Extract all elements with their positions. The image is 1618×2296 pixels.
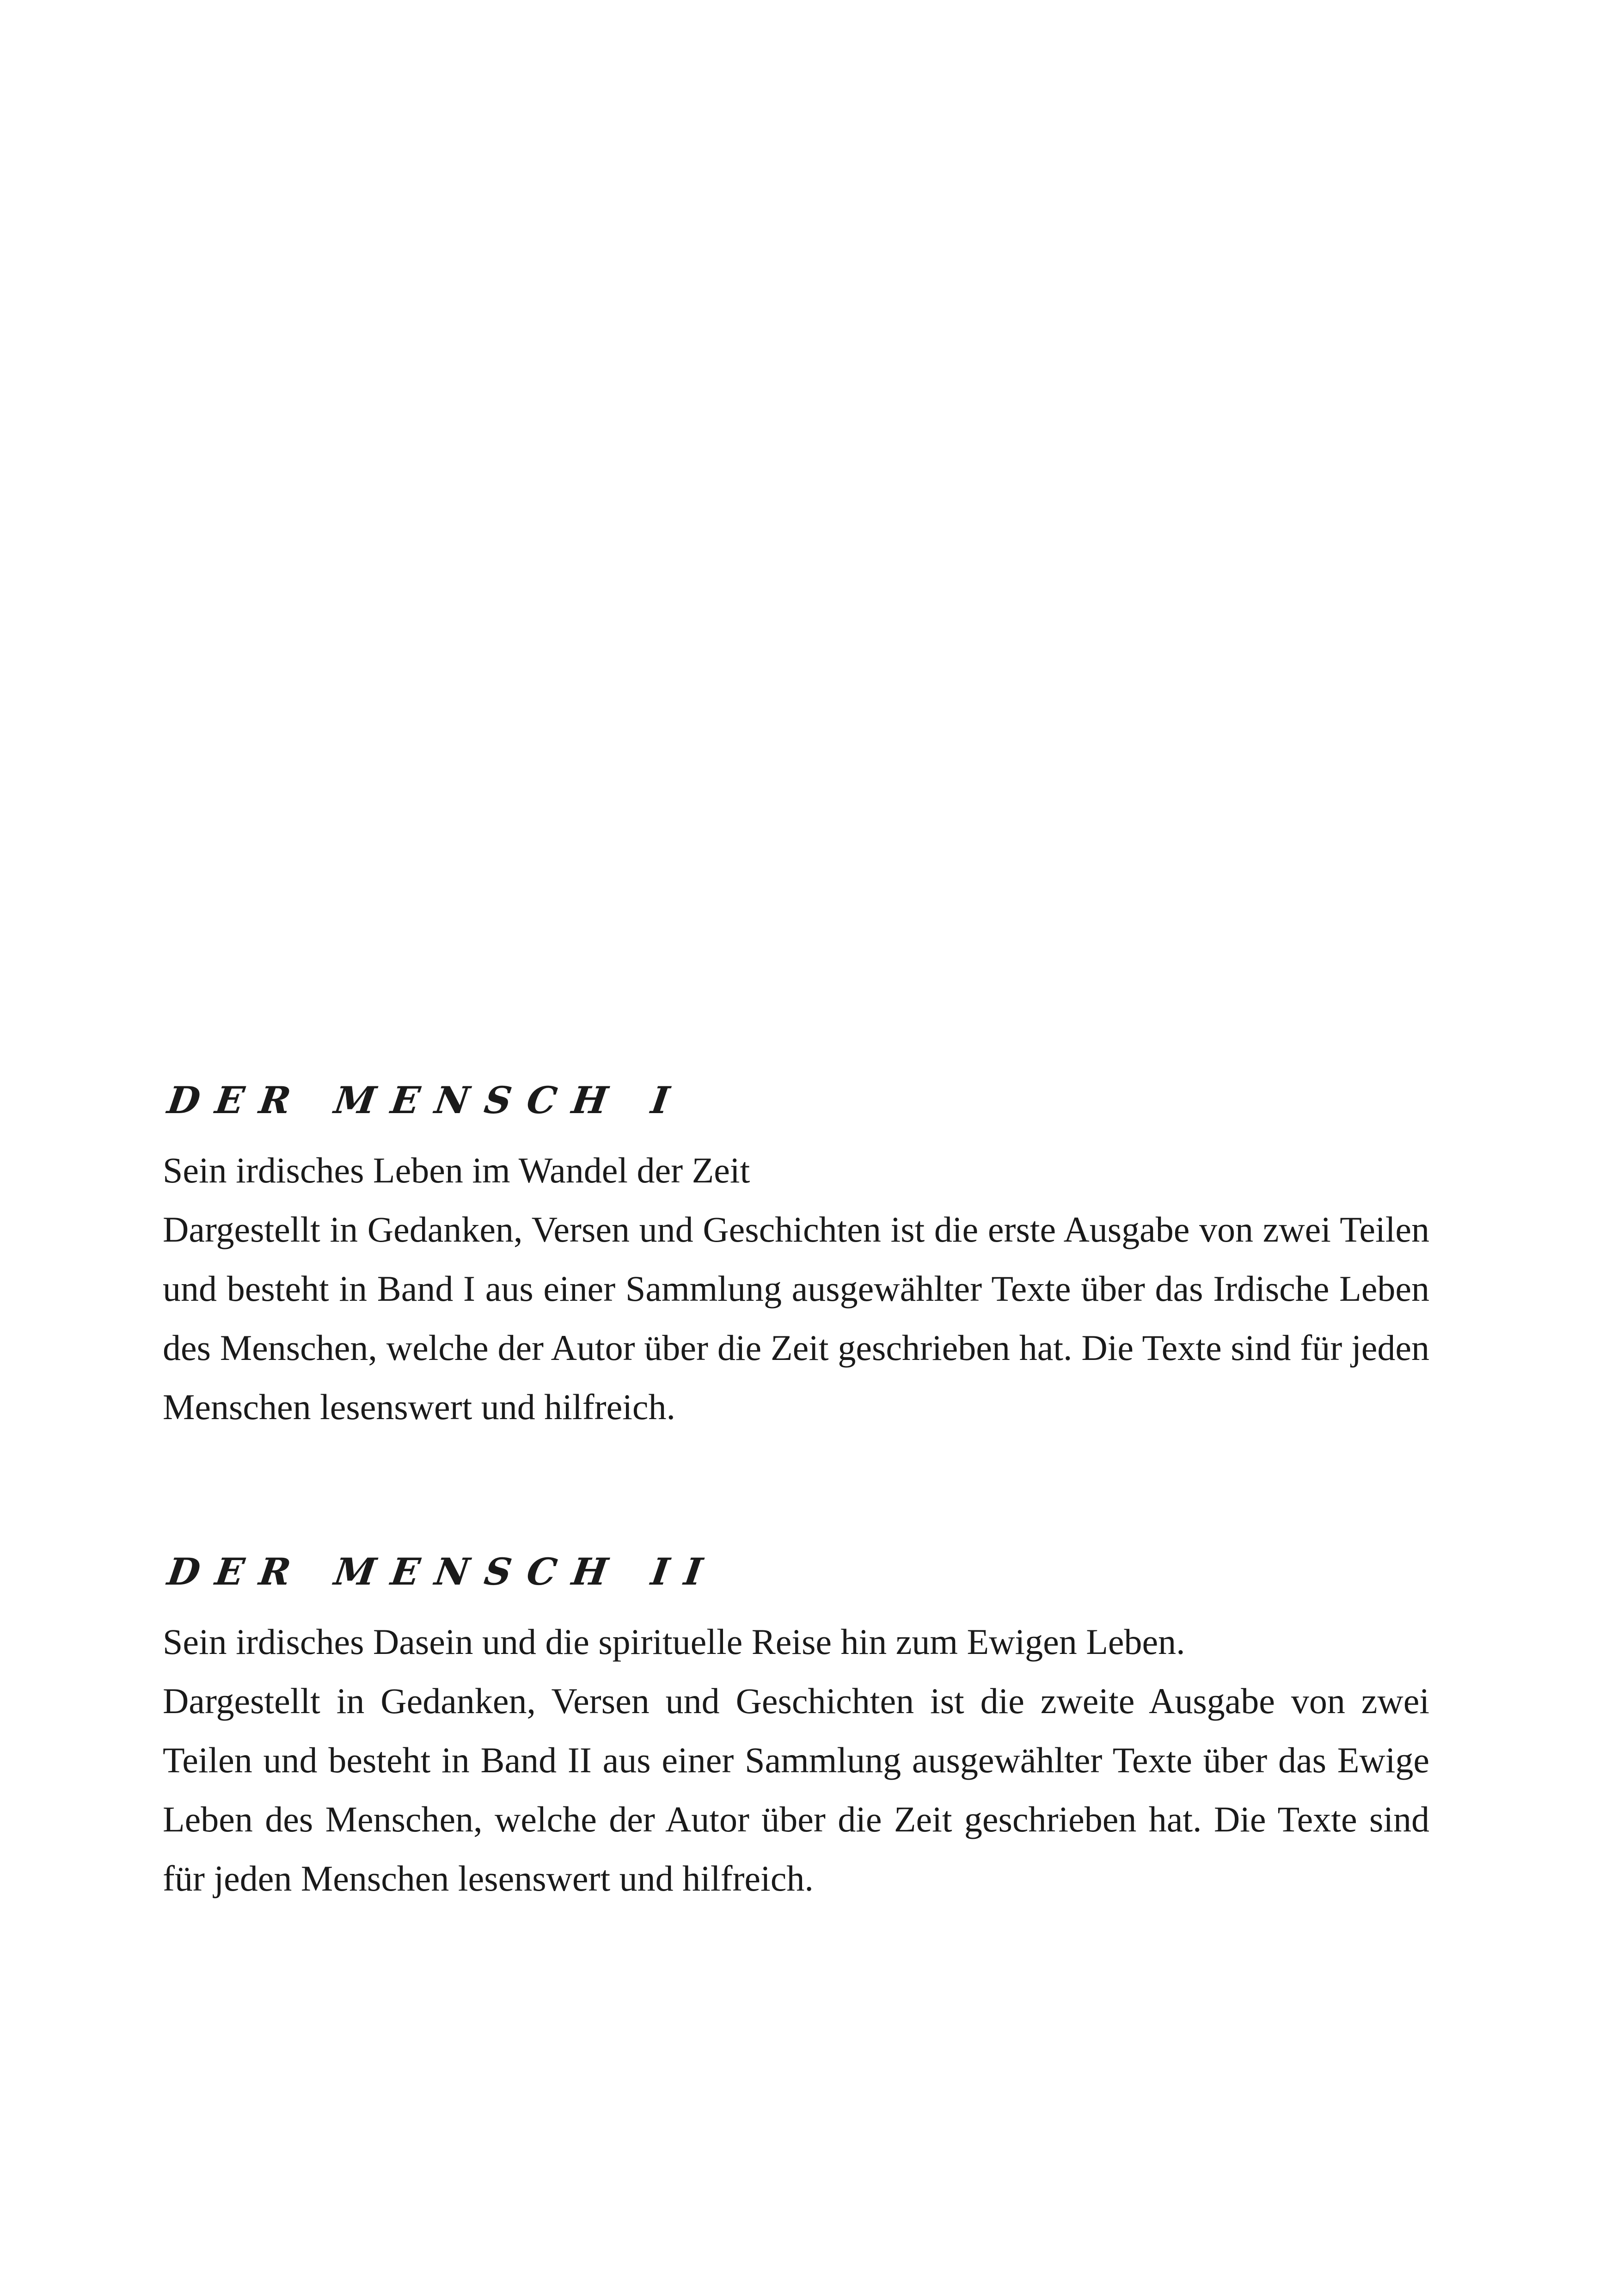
volume-2-description: Dargestellt in Gedanken, Versen und Geschichten ist die zweite Ausgabe von zwei Teilen und besteht in Band II aus einer Sammlung ausgewählter Texte über das Ewige Leben des Menschen, welche der Autor über die Zeit geschrieben hat. Die Texte sind für jeden Menschen lesenswert und hilfreich. [163,1681,1429,1898]
volume-1-description: Dargestellt in Gedanken, Versen und Geschichten ist die erste Ausgabe von zwei Teilen und besteht in Band I aus einer Sammlung ausgewählter Texte über das Irdische Leben des Menschen, welche der Autor über die Zeit geschrieben hat. Die Texte sind für jeden Menschen lesenswert und hilfreich. [163,1209,1429,1427]
volume-2-title: DER MENSCH II [165,1550,721,1593]
volume-1-subtitle: Sein irdisches Leben im Wandel der Zeit [163,1150,750,1190]
volume-2-subtitle: Sein irdisches Dasein und die spirituelle Reise hin zum Ewigen Leben. [163,1622,1185,1662]
volume-1-title: DER MENSCH I [165,1078,688,1122]
book-section-volume-1 [163,1063,1429,1437]
book-section-volume-2 [163,1535,1429,1908]
